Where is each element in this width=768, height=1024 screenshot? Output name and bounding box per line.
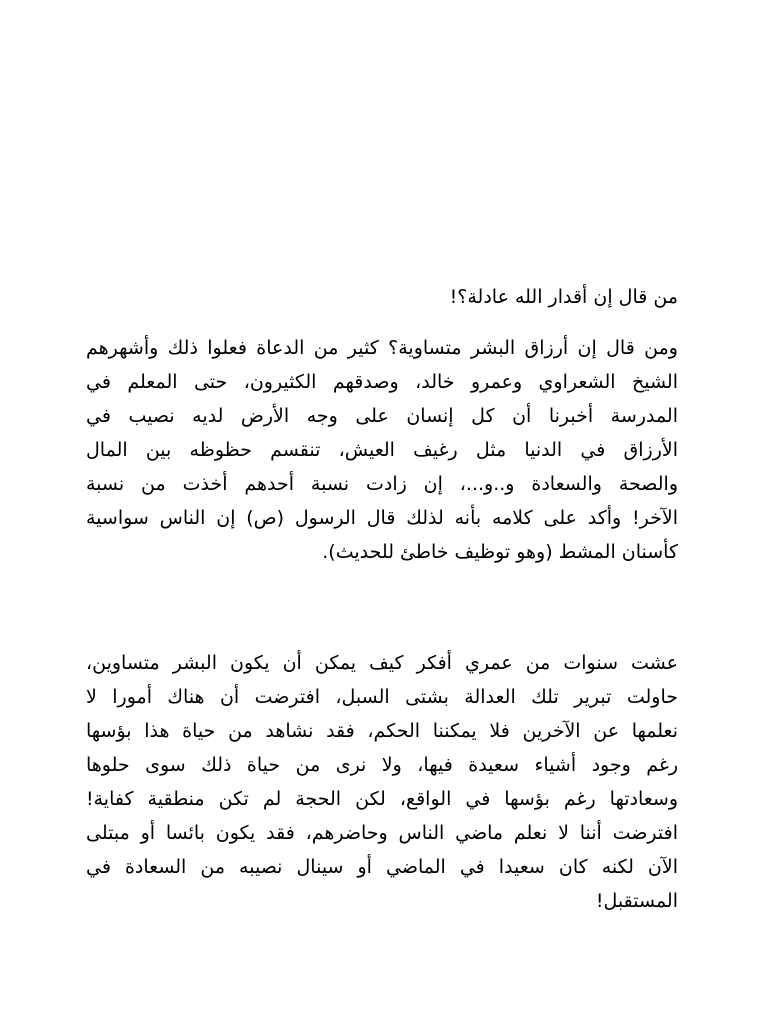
paragraph-2-line: نعلمها عن الآخرين فلا يمكننا الحكم، فقد نشاهد من حياة هذا بؤسها (86, 720, 678, 742)
paragraph-1-line: ومن قال إن أرزاق البشر متساوية؟ كثير من الدعاة فعلوا ذلك وأشهرهم (86, 337, 678, 359)
paragraph-1-line: الأرزاق في الدنيا مثل رغيف العيش، تنقسم حظوظه بين المال (86, 439, 678, 461)
paragraph-2-line: رغم وجود أشياء سعيدة فيها، ولا نرى من حياة ذلك سوى حلوها (86, 754, 678, 776)
heading-line: من قال إن أقدار الله عادلة؟! (449, 286, 678, 308)
paragraph-1-line: والصحة والسعادة و..و...، إن زادت نسبة أحدهم أخذت من نسبة (86, 473, 678, 495)
paragraph-2-line: حاولت تبرير تلك العدالة بشتى السبل، افترضت أن هناك أمورا لا (86, 686, 678, 708)
paragraph-1-line: الشيخ الشعراوي وعمرو خالد، وصدقهم الكثيرون، حتى المعلم في (86, 371, 678, 393)
document-heading (86, 280, 678, 314)
paragraph-2-line: المستقبل! (595, 890, 678, 912)
paragraph-2-line: الآن لكنه كان سعيدا في الماضي أو سينال نصيبه من السعادة في (86, 856, 678, 878)
paragraph-2 (86, 646, 678, 918)
paragraph-2-line: افترضت أننا لا نعلم ماضي الناس وحاضرهم، فقد يكون بائسا أو مبتلى (86, 822, 678, 844)
paragraph-1-line: كأسنان المشط (وهو توظيف خاطئ للحديث). (322, 541, 678, 563)
paragraph-2-line: وسعادتها رغم بؤسها في الواقع، لكن الحجة لم تكن منطقية كفاية! (86, 788, 678, 810)
paragraph-1 (86, 331, 678, 569)
paragraph-2-line: عشت سنوات من عمري أفكر كيف يمكن أن يكون البشر متساوين، (86, 652, 678, 674)
paragraph-1-line: المدرسة أخبرنا أن كل إنسان على وجه الأرض لديه نصيب في (86, 405, 678, 427)
paragraph-1-line: الآخر! وأكد على كلامه بأنه لذلك قال الرسول (ص) إن الناس سواسية (86, 507, 678, 529)
